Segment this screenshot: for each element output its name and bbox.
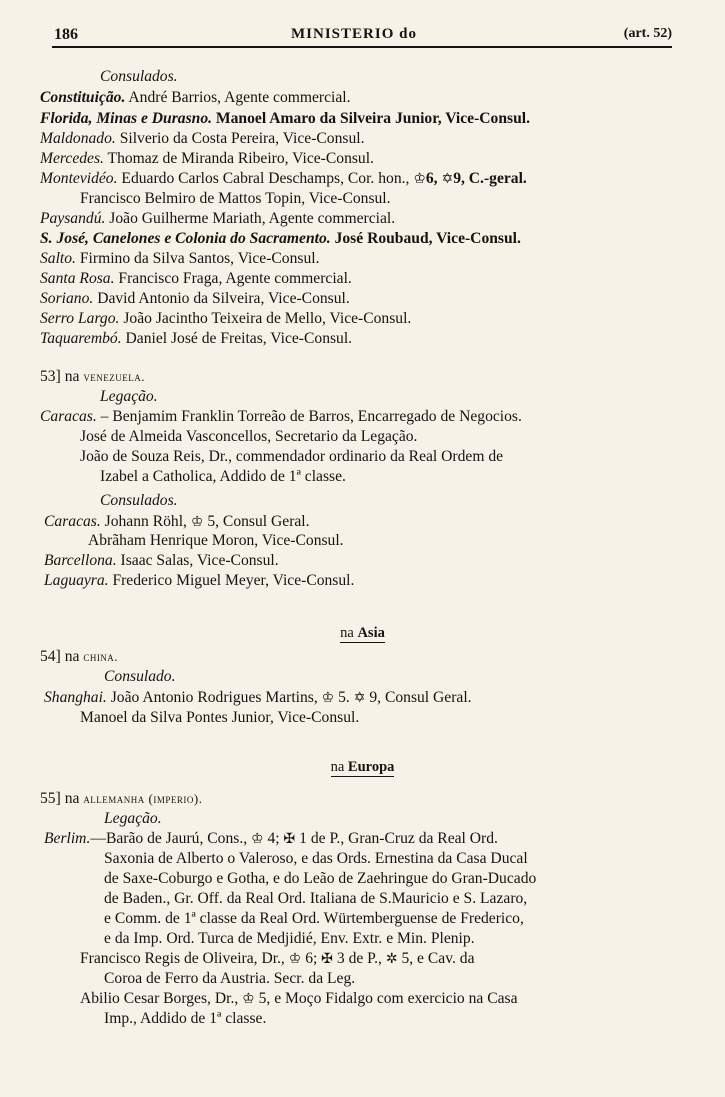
text-line <box>104 870 536 888</box>
text-run: Saxonia de Alberto o Valeroso, e das Ords. Ernestina da Casa Ducal <box>104 850 528 867</box>
text-line <box>80 950 475 968</box>
text-line <box>40 310 411 328</box>
text-run: João Guilherme Mariath, Agente commercial. <box>105 210 396 227</box>
order-decoration-icon: ✲ <box>385 951 398 967</box>
text-run: Legação. <box>100 388 158 405</box>
text-line <box>44 572 354 590</box>
text-run: Izabel a Catholica, Addido de 1ª classe. <box>100 468 346 485</box>
text-run: Silverio da Costa Pereira, Vice-Consul. <box>115 130 365 147</box>
text-run: 5. <box>334 689 354 706</box>
text-line <box>88 532 344 550</box>
text-run: 1 de P., Gran-Cruz da Real Ord. <box>295 830 498 847</box>
text-line <box>40 408 522 426</box>
text-run: José de Almeida Vasconcellos, Secretario da Legação. <box>80 428 418 445</box>
section-heading-label: Asia <box>357 625 385 641</box>
section-heading-text <box>331 759 395 777</box>
order-decoration-icon: ♔ <box>413 171 426 187</box>
text-run: Florida, Minas e Durasno. <box>40 110 213 127</box>
text-line <box>80 990 518 1008</box>
section-heading <box>0 759 725 776</box>
text-run: china. <box>83 649 119 664</box>
text-run: 9, Consul Geral. <box>365 689 472 706</box>
text-run: Berlim. <box>44 830 91 847</box>
text-run: Consulados. <box>100 68 178 85</box>
text-run: David Antonio da Silveira, Vice-Consul. <box>93 290 350 307</box>
text-line <box>80 448 503 466</box>
text-run: Maldonado. <box>40 130 116 147</box>
text-run: na <box>60 368 84 385</box>
text-run: Montevidéo. <box>40 170 118 187</box>
running-title: MINISTERIO do <box>291 26 417 42</box>
text-line <box>104 970 355 988</box>
text-line <box>100 468 346 486</box>
text-run: João Antonio Rodrigues Martins, <box>106 689 322 706</box>
text-run: Legação. <box>104 810 162 827</box>
text-run: allemanha (imperio). <box>83 791 203 806</box>
text-run: André Barrios, Agente commercial. <box>125 89 351 106</box>
text-run: Manoel Amaro da Silveira Junior, Vice-Consul. <box>212 110 530 127</box>
text-run: de Saxe-Coburgo e Gotha, e do Leão de Zaehringue do Gran-Ducado <box>104 870 537 887</box>
text-run: 6, <box>425 170 442 187</box>
text-run: Shanghai. <box>44 689 107 706</box>
text-line <box>40 150 374 168</box>
text-run: ó. <box>109 330 122 347</box>
text-line <box>100 492 178 510</box>
text-run: Mercedes. <box>40 150 104 167</box>
text-line <box>40 368 145 386</box>
order-decoration-icon: ✡ <box>441 171 454 187</box>
text-line <box>40 330 352 348</box>
order-decoration-icon: ♔ <box>321 690 335 706</box>
text-run: Daniel José de Freitas, Vice-Consul. <box>121 330 353 347</box>
text-run: Barcellona. <box>44 552 117 569</box>
text-run: Caracas. <box>44 513 101 530</box>
text-line <box>40 170 527 188</box>
order-decoration-icon: ♔ <box>288 951 302 967</box>
order-decoration-icon: ♔ <box>242 991 255 1007</box>
text-line <box>44 513 310 531</box>
text-run: Frederico Miguel Meyer, Vice-Consul. <box>108 572 355 589</box>
text-run: 55] <box>40 790 61 807</box>
text-run: Caracas. <box>40 408 97 425</box>
text-run: 54] <box>40 648 61 665</box>
text-line <box>80 190 391 208</box>
text-run: de Baden., Gr. Off. da Real Ord. Italiana de S.Mauricio e S. Lazaro, <box>104 890 528 907</box>
text-run: 5, Consul Geral. <box>203 513 310 530</box>
text-run: na <box>60 648 84 665</box>
text-line <box>44 830 498 848</box>
text-line <box>104 910 524 928</box>
text-run: e Comm. de 1ª classe da Real Ord. Würtemberguense de Frederico, <box>104 910 524 927</box>
text-run: Paysandú. <box>40 210 106 227</box>
text-run: Salto. <box>40 250 76 267</box>
text-line <box>40 648 118 666</box>
text-run: Eduardo Carlos Cabral Deschamps, Cor. hon., <box>117 170 414 187</box>
text-line <box>44 552 279 570</box>
text-run: – Benjamim Franklin Torreão de Barros, Encarregado de Negocios. <box>96 408 522 425</box>
header-rule <box>52 46 672 48</box>
text-run: 4; <box>263 830 284 847</box>
text-run: Santa Rosa. <box>40 270 115 287</box>
text-run: João Jacintho Teixeira de Mello, Vice-Consul. <box>119 310 412 327</box>
text-line <box>40 89 351 107</box>
text-run: Francisco Regis de Oliveira, Dr., <box>80 950 289 967</box>
text-run: 5, e Moço Fidalgo com exercicio na Casa <box>254 990 518 1007</box>
text-run: Constituição. <box>40 89 126 106</box>
text-line <box>104 930 475 948</box>
text-run: Taquaremb <box>40 330 110 347</box>
text-run: Abrãham Henrique Moron, Vice-Consul. <box>88 532 344 549</box>
order-decoration-icon: ✠ <box>321 951 333 967</box>
text-run: Consulados. <box>100 492 178 509</box>
text-line <box>44 689 472 707</box>
text-run: Francisco Belmiro de Mattos Topin, Vice-Consul. <box>80 190 391 207</box>
text-run: Isaac Salas, Vice-Consul. <box>116 552 279 569</box>
text-run: Soriano. <box>40 290 94 307</box>
text-line <box>104 890 527 908</box>
page-header <box>36 26 672 48</box>
text-run: Serro Largo. <box>40 310 120 327</box>
section-heading-label: Europa <box>347 759 395 775</box>
text-run: João de Souza Reis, Dr., commendador ordinario da Real Ordem de <box>80 448 504 465</box>
text-line <box>80 709 359 727</box>
text-run: Thomaz de Miranda Ribeiro, Vice-Consul. <box>103 150 374 167</box>
page-number: 186 <box>54 26 78 43</box>
text-run: Laguayra. <box>44 572 109 589</box>
text-line <box>40 210 395 228</box>
text-line <box>40 250 319 268</box>
text-line <box>104 810 162 828</box>
text-line <box>80 428 417 446</box>
text-run: venezuela. <box>83 369 146 384</box>
text-run: Consulado. <box>104 668 176 685</box>
text-line <box>100 388 158 406</box>
text-line <box>104 668 175 686</box>
section-heading-prefix: na <box>330 759 348 775</box>
text-line <box>40 790 202 808</box>
text-run: 6; <box>301 950 322 967</box>
text-run: —Barão de Jaurú, Cons., <box>90 830 252 847</box>
text-run: 5, e Cav. da <box>397 950 475 967</box>
text-run: Francisco Fraga, Agente commercial. <box>114 270 352 287</box>
text-run: Coroa de Ferro da Austria. Secr. da Leg. <box>104 970 356 987</box>
text-run: José Roubaud, Vice-Consul. <box>330 230 521 247</box>
text-run: Firmino da Silva Santos, Vice-Consul. <box>75 250 320 267</box>
text-line <box>100 68 178 86</box>
text-run: na <box>60 790 84 807</box>
text-run: 53] <box>40 368 61 385</box>
text-run: 9, C.-geral. <box>453 170 527 187</box>
order-decoration-icon: ♔ <box>251 831 264 847</box>
text-line <box>40 270 352 288</box>
section-heading <box>0 625 725 642</box>
text-run: Johann Röhl, <box>100 513 191 530</box>
text-line <box>40 290 350 308</box>
text-line <box>104 1010 266 1028</box>
order-decoration-icon: ✡ <box>353 690 366 706</box>
section-heading-text <box>340 625 385 643</box>
order-decoration-icon: ✠ <box>283 831 296 847</box>
text-run: e da Imp. Ord. Turca de Medjidié, Env. Extr. e Min. Plenip. <box>104 930 475 947</box>
text-run: S. José, Canelones e Colonia do Sacramento. <box>40 230 331 247</box>
text-run: Abilio Cesar Borges, Dr., <box>80 990 243 1007</box>
section-heading-prefix: na <box>340 625 358 641</box>
article-reference: (art. 52) <box>623 26 672 41</box>
text-run: Imp., Addido de 1ª classe. <box>104 1010 267 1027</box>
order-decoration-icon: ♔ <box>190 514 204 530</box>
text-run: 3 de P., <box>332 950 386 967</box>
text-line <box>104 850 528 868</box>
text-line <box>40 130 364 148</box>
text-line <box>40 110 530 128</box>
text-line <box>40 230 521 248</box>
text-run: Manoel da Silva Pontes Junior, Vice-Consul. <box>80 709 360 726</box>
